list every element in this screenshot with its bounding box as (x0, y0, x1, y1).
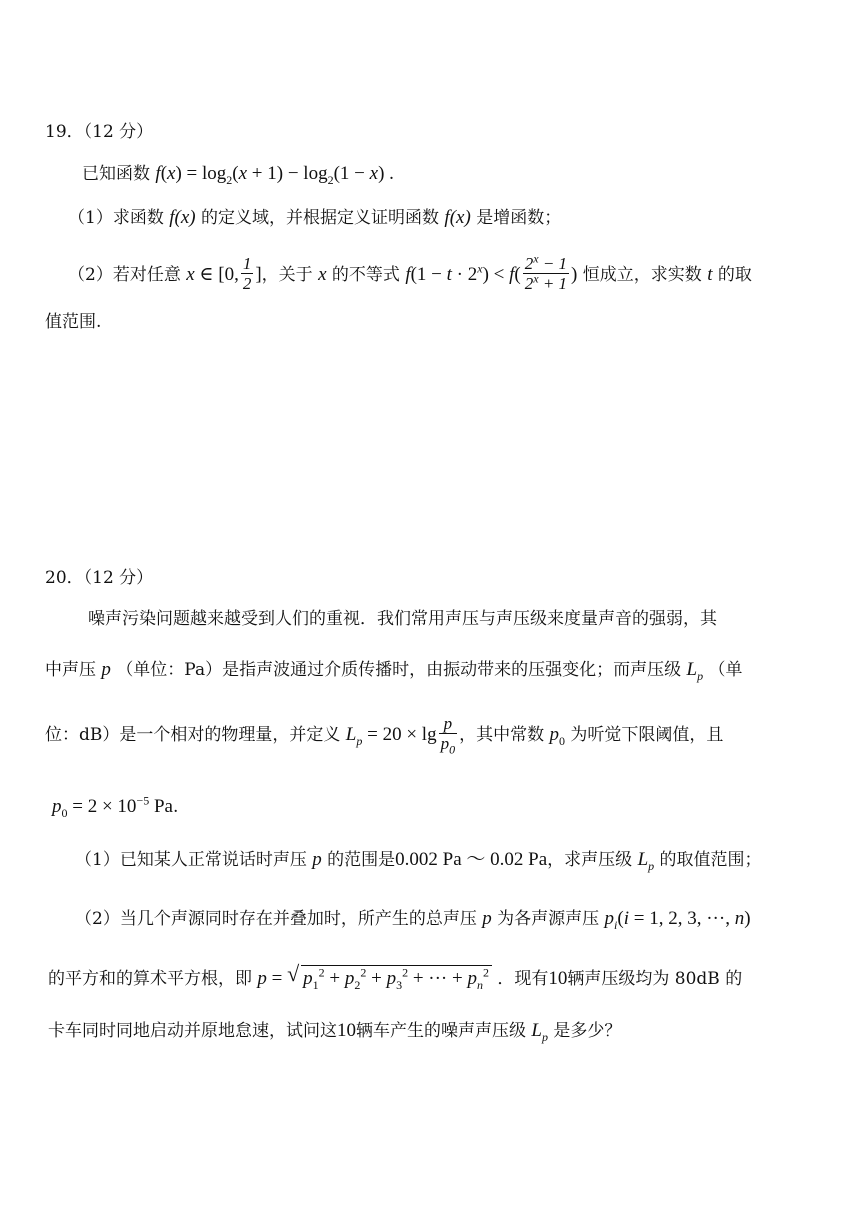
text: 的不等式 (331, 264, 400, 285)
q19-function-formula: $f(x) = \log_2(x + 1) - \log_2(1 - x)$ . (155, 163, 394, 187)
q20-part2-line3 (48, 1019, 621, 1043)
lp-definition-formula: $L_p = 20 \times \lg$ $\frac{p}{p_0}$ (345, 714, 456, 757)
text: ，关于 (261, 264, 313, 285)
text: 为听觉下限阈值，且 (570, 724, 724, 745)
var-p: p (312, 849, 322, 870)
q20-para-line4 (52, 795, 178, 819)
part-label: （2） (68, 264, 113, 285)
text: 卡车同时同地启动并原地怠速，试问这 (48, 1021, 337, 1041)
pressure-range: 0.002 Pa ～ 0.02 Pa (395, 849, 548, 870)
text: 的范围是 (327, 850, 396, 870)
var-p: p (482, 908, 492, 929)
p0-value-formula: $p_0 = 2 \times 10^{-5}$ Pa (52, 793, 173, 820)
q20-part2 (75, 907, 751, 931)
part-label: （1） (75, 850, 120, 870)
text: 是增函数； (476, 208, 562, 228)
var-Lp: $L_p$ (637, 849, 655, 873)
inequality-formula: $f(1 - t \cdot 2^x) < f$( $\frac{2^x - 1}{2^x + 1}$ ) (405, 251, 578, 293)
text: 的定义域，并根据定义证明函数 (201, 208, 440, 228)
q19-part2-cont: 值范围. (45, 312, 102, 332)
q20-para-line3 (45, 716, 723, 755)
var-t: t (707, 263, 713, 285)
text: 辆车产生的噪声声压级 (356, 1021, 526, 1041)
text: （单位：Pa）是指声波通过介质传播时，由振动带来的压强变化；而声压级 (116, 660, 682, 680)
q20-para-line1: 噪声污染问题越来越受到人们的重视．我们常用声压与声压级来度量声音的强弱，其 (88, 609, 717, 629)
text: ，其中常数 (459, 724, 545, 745)
q20-para-line2 (45, 658, 743, 682)
text: 的平方和的算术平方根，即 (48, 969, 252, 989)
text: 中声压 (45, 660, 96, 680)
number: 10 (337, 1020, 356, 1041)
text: 当几个声源同时存在并叠加时，所产生的总声压 (119, 909, 477, 929)
pi-index-formula: $p_i(i = 1$, 2, 3, ···, n) (604, 908, 751, 932)
q19-part1 (68, 206, 561, 230)
q20-part1 (75, 848, 762, 872)
text: 已知某人正常说话时声压 (119, 850, 307, 870)
text: 的取值范围； (659, 850, 762, 870)
text: 的取 (717, 264, 752, 285)
q19-intro (82, 162, 394, 186)
text: 恒成立，求实数 (582, 264, 702, 285)
text: 位：dB）是一个相对的物理量，并定义 (45, 724, 341, 745)
var-p: p (101, 659, 111, 680)
text: 为各声源声压 (497, 909, 600, 929)
var-Lp: $L_p$ (686, 659, 704, 683)
text: 求函数 (112, 208, 164, 228)
var-x: x (318, 263, 327, 285)
text: ．现有 (497, 969, 549, 989)
text: 若对任意 (112, 264, 181, 285)
q19-part2 (68, 251, 752, 295)
q19-intro-text: 已知函数 (82, 164, 150, 184)
text: 是多少？ (553, 1021, 622, 1041)
text: （单 (708, 660, 743, 680)
number: 10 (548, 968, 568, 989)
fx-symbol: f(x) (169, 207, 196, 228)
q19-header: 19．（12 分） (45, 122, 154, 142)
text: 辆声压级均为 80dB 的 (567, 969, 743, 989)
var-p0: $p_0$ (549, 723, 565, 748)
fx-symbol: f(x) (444, 207, 471, 228)
q20-header: 20．（12 分） (45, 568, 154, 588)
part-label: （2） (75, 909, 120, 929)
interval-formula: x ∈ [0, $\frac{1}{2}$ ] (186, 254, 262, 293)
q20-part2-line2 (48, 961, 743, 992)
var-Lp: $L_p$ (531, 1020, 548, 1044)
rms-formula: p = √ $p_1^2 + p_2^2 + p_3^2$ + ··· + $p_n^2$ (257, 968, 492, 989)
text: ，求声压级 (547, 850, 633, 870)
text: . (172, 797, 179, 817)
part-label: （1） (68, 208, 113, 228)
